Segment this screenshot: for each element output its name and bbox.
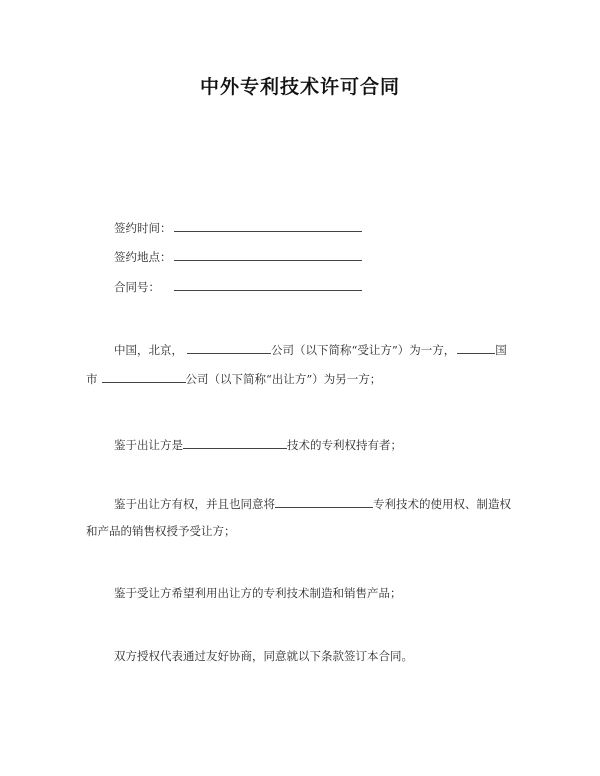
- text: 国: [495, 343, 507, 357]
- text: 公司（以下简称“出让方”）为另一方；: [185, 372, 382, 386]
- signing-place-blank[interactable]: [174, 248, 362, 261]
- text: 市: [86, 372, 98, 386]
- transferor-company-blank[interactable]: [102, 370, 186, 383]
- signing-time-row: [114, 219, 362, 236]
- signing-time-label: 签约时间：: [114, 221, 172, 235]
- paragraph-transferee-intent: 鉴于受让方希望利用出让方的专利技术制造和销售产品；: [114, 586, 402, 600]
- contract-number-label: 合同号：: [114, 280, 160, 294]
- technology-blank[interactable]: [183, 436, 287, 449]
- text: 专利技术的使用权、制造权: [373, 497, 511, 511]
- signing-time-blank[interactable]: [174, 219, 362, 232]
- paragraph-parties-line1: [114, 341, 507, 358]
- document-title: 中外专利技术许可合同: [199, 76, 400, 98]
- paragraph-patent-holder: [114, 436, 402, 453]
- paragraph-agreement: 双方授权代表通过友好协商，同意就以下条款签订本合同。: [114, 649, 413, 663]
- patent-technology-blank[interactable]: [275, 495, 373, 508]
- text: 公司（以下简称“受让方”）为一方，: [271, 343, 456, 357]
- paragraph-parties-line2: [86, 370, 381, 387]
- text: 鉴于出让方有权，并且也同意将: [114, 497, 275, 511]
- signing-place-row: [114, 248, 362, 265]
- text: 技术的专利权持有者；: [287, 438, 402, 452]
- transferee-company-blank[interactable]: [187, 341, 271, 354]
- contract-number-row: [114, 278, 362, 295]
- contract-number-blank[interactable]: [174, 278, 362, 291]
- paragraph-license-line1: [114, 495, 511, 512]
- text: 鉴于出让方是: [114, 438, 183, 452]
- text: 中国，北京，: [114, 343, 183, 357]
- signing-place-label: 签约地点：: [114, 250, 172, 264]
- paragraph-license-line2: 和产品的销售权授予受让方；: [86, 524, 236, 538]
- country-blank[interactable]: [457, 341, 495, 354]
